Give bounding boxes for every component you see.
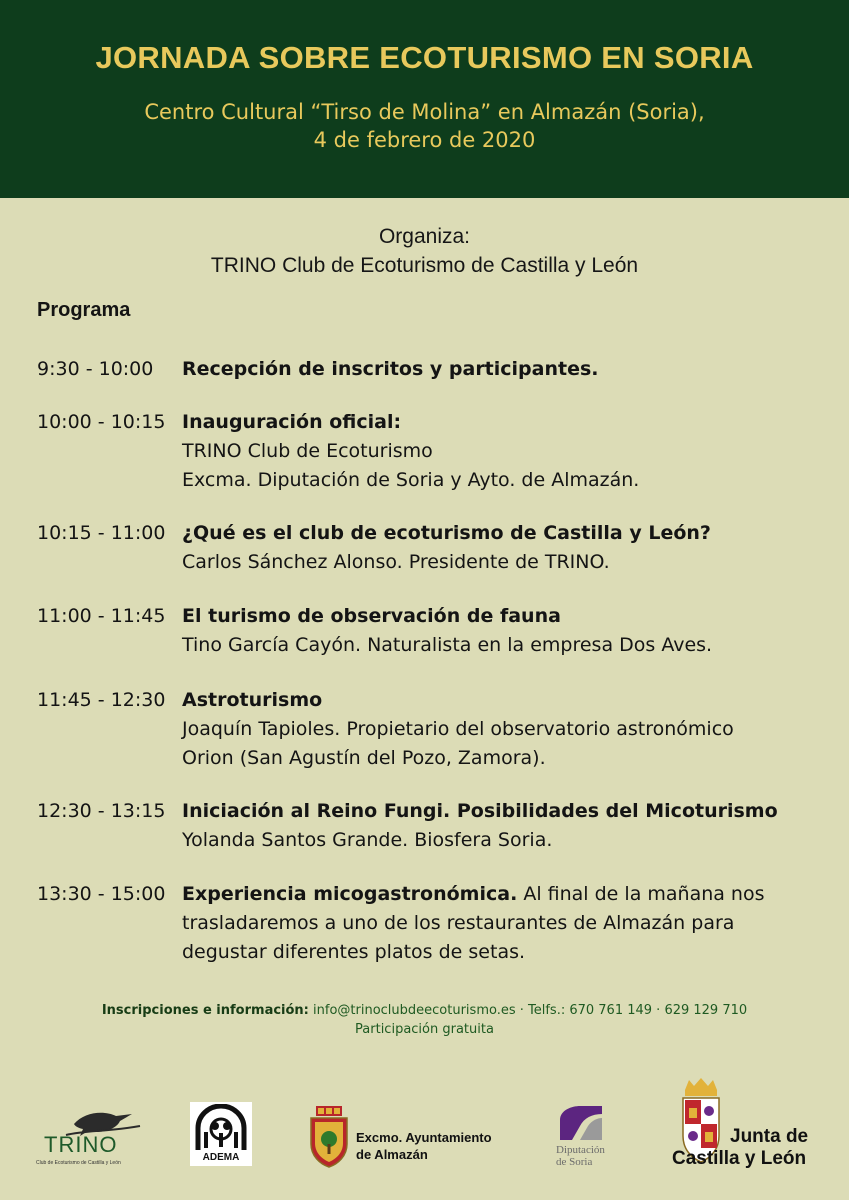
session-title: Inauguración oficial: [182, 411, 402, 433]
diputacion-logo [556, 1106, 636, 1168]
diputacion-logo-line2: de Soria [556, 1156, 593, 1168]
schedule-time: 10:15 - 11:00 [37, 522, 166, 544]
schedule-time: 10:00 - 10:15 [37, 411, 166, 433]
trino-logo-sub: Club de Ecoturismo de Castilla y León [36, 1160, 121, 1166]
header-banner [0, 0, 849, 198]
adema-logo-name: ADEMA [202, 1152, 240, 1163]
trino-logo [36, 1104, 146, 1174]
adema-logo [190, 1102, 252, 1166]
session-detail: Joaquín Tapioles. Propietario del observatorio astronómico [182, 718, 734, 740]
session-detail: Yolanda Santos Grande. Biosfera Soria. [182, 829, 553, 851]
schedule-content [182, 797, 822, 855]
session-detail: TRINO Club de Ecoturismo [182, 440, 433, 462]
contact-details[interactable]: info@trinoclubdeecoturismo.es · Telfs.: 670 761 149 · 629 129 710 [308, 1003, 748, 1018]
schedule-content [182, 880, 822, 967]
schedule-content [182, 519, 822, 577]
schedule-time: 13:30 - 15:00 [37, 883, 166, 905]
schedule-content [182, 408, 822, 495]
session-detail: Carlos Sánchez Alonso. Presidente de TRINO. [182, 551, 610, 573]
session-title: Iniciación al Reino Fungi. Posibilidades del Micoturismo [182, 800, 778, 822]
junta-logo-line2: Castilla y León [672, 1148, 807, 1169]
sponsor-logos [0, 1070, 849, 1180]
trino-logo-name: TRINO [44, 1132, 118, 1157]
organizer-block [0, 222, 849, 280]
session-title: Recepción de inscritos y participantes. [182, 358, 599, 380]
almazan-logo [308, 1106, 518, 1168]
session-title: ¿Qué es el club de ecoturismo de Castilla y León? [182, 522, 711, 544]
schedule-time: 11:45 - 12:30 [37, 689, 166, 711]
page-title: JORNADA SOBRE ECOTURISMO EN SORIA [95, 40, 754, 75]
contact-line [0, 1001, 849, 1020]
arch-tree-icon [190, 1104, 252, 1154]
event-subtitle [0, 98, 849, 154]
contact-label: Inscripciones e información: [101, 1003, 309, 1018]
almazan-logo-line2: de Almazán [356, 1147, 428, 1162]
schedule-time: 12:30 - 13:15 [37, 800, 166, 822]
organizer-name: TRINO Club de Ecoturismo de Castilla y León [210, 254, 639, 277]
session-detail: Orion (San Agustín del Pozo, Zamora). [182, 747, 546, 769]
session-description: Al final de la mañana nos trasladaremos a uno de los restaurantes de Almazán para degustar diferentes platos de setas. [182, 883, 765, 963]
venue-text: Centro Cultural “Tirso de Molina” en Almazán (Soria), [144, 100, 705, 124]
almazan-logo-line1: Excmo. Ayuntamiento [356, 1130, 492, 1145]
session-title: Experiencia micogastronómica. [182, 883, 518, 905]
program-heading: Programa [37, 299, 131, 321]
participation-note: Participación gratuita [355, 1022, 494, 1037]
footer-info [0, 1001, 849, 1039]
organizer-label: Organiza: [378, 225, 471, 248]
session-title: Astroturismo [182, 689, 323, 711]
session-title: El turismo de observación de fauna [182, 605, 561, 627]
schedule-time: 9:30 - 10:00 [37, 358, 154, 380]
diputacion-arch-icon [558, 1106, 604, 1140]
session-detail: Excma. Diputación de Soria y Ayto. de Almazán. [182, 469, 640, 491]
coat-of-arms-icon [308, 1106, 350, 1168]
date-text: 4 de febrero de 2020 [313, 128, 536, 152]
schedule-time: 11:00 - 11:45 [37, 605, 166, 627]
junta-logo [672, 1078, 820, 1170]
diputacion-logo-line1: Diputación [556, 1144, 605, 1156]
schedule-content [182, 355, 822, 384]
junta-logo-line1: Junta de [730, 1126, 809, 1147]
schedule-content [182, 686, 822, 773]
session-detail: Tino García Cayón. Naturalista en la empresa Dos Aves. [182, 634, 713, 656]
schedule-content [182, 602, 822, 660]
